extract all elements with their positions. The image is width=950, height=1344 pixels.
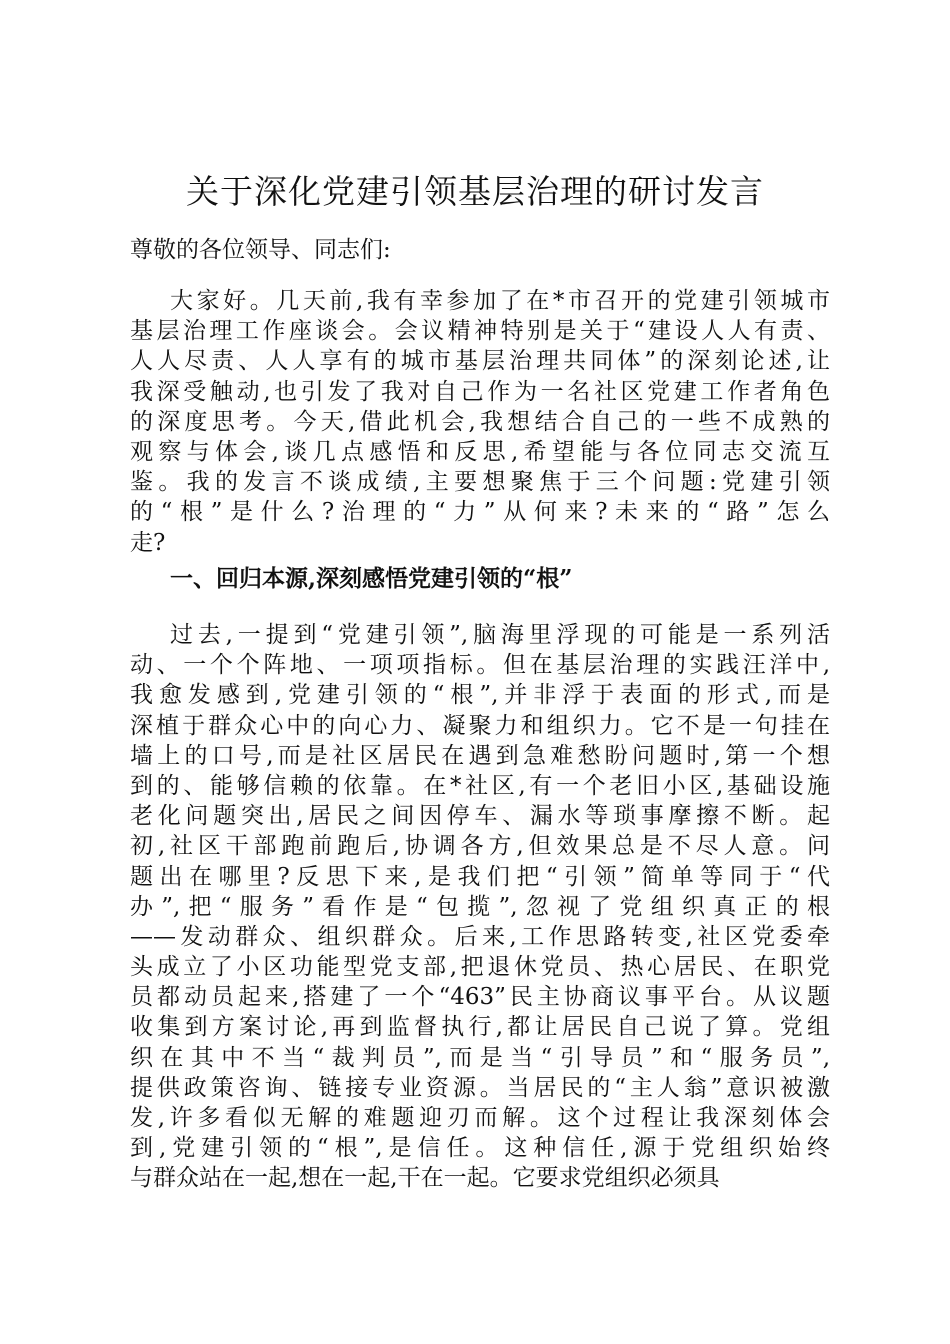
text-line: 动、一个个阵地、一项项指标。但在基层治理的实践汪洋中, <box>130 652 830 679</box>
text-line: 过去,一提到“党建引领”,脑海里浮现的可能是一系列活 <box>170 622 830 648</box>
text-line: 大家好。几天前,我有幸参加了在*市召开的党建引领城市 <box>170 288 830 314</box>
text-line: 到的、能够信赖的依靠。在*社区,有一个老旧小区,基础设施 <box>130 772 830 799</box>
text-line: 的“根”是什么?治理的“力”从何来?未来的“路”怎么 <box>130 499 830 526</box>
text-line: 的深度思考。今天,借此机会,我想结合自己的一些不成熟的 <box>130 408 830 435</box>
section-heading-1: 一、回归本源,深刻感悟党建引领的“根” <box>170 565 573 592</box>
text-line: 与群众站在一起,想在一起,干在一起。它要求党组织必须具 <box>130 1165 720 1192</box>
text-line: 员都动员起来,搭建了一个“463”民主协商议事平台。从议题 <box>130 984 830 1011</box>
text-line: 到,党建引领的“根”,是信任。这种信任,源于党组织始终 <box>130 1135 830 1162</box>
text-line: ——发动群众、组织群众。后来,工作思路转变,社区党委牵 <box>130 923 830 950</box>
text-line: 织在其中不当“裁判员”,而是当“引导员”和“服务员”, <box>130 1044 830 1071</box>
text-line: 我愈发感到,党建引领的“根”,并非浮于表面的形式,而是 <box>130 682 830 709</box>
text-line: 办”,把“服务”看作是“包揽”,忽视了党组织真正的根 <box>130 893 830 920</box>
text-line: 头成立了小区功能型党支部,把退休党员、热心居民、在职党 <box>130 954 830 981</box>
paragraph-section-1 <box>130 620 830 1194</box>
paragraph-intro <box>130 286 830 558</box>
greeting: 尊敬的各位领导、同志们: <box>130 237 391 263</box>
text-line: 收集到方案讨论,再到监督执行,都让居民自己说了算。党组 <box>130 1014 830 1041</box>
text-line: 观察与体会,谈几点感悟和反思,希望能与各位同志交流互 <box>130 438 830 465</box>
text-line: 发,许多看似无解的难题迎刃而解。这个过程让我深刻体会 <box>130 1105 830 1131</box>
text-line: 墙上的口号,而是社区居民在遇到急难愁盼问题时,第一个想 <box>130 742 830 769</box>
text-line: 深植于群众心中的向心力、凝聚力和组织力。它不是一句挂在 <box>130 712 830 739</box>
text-line: 人人尽责、人人享有的城市基层治理共同体”的深刻论述,让 <box>130 348 830 375</box>
text-line: 初,社区干部跑前跑后,协调各方,但效果总是不尽人意。问 <box>130 833 830 860</box>
text-line: 鉴。我的发言不谈成绩,主要想聚焦于三个问题:党建引领 <box>130 469 830 496</box>
text-line: 基层治理工作座谈会。会议精神特别是关于“建设人人有责、 <box>130 318 830 345</box>
text-line: 题出在哪里?反思下来,是我们把“引领”简单等同于“代 <box>130 863 830 890</box>
text-line: 我深受触动,也引发了我对自己作为一名社区党建工作者角色 <box>130 378 830 405</box>
text-line: 老化问题突出,居民之间因停车、漏水等琐事摩擦不断。起 <box>130 803 830 830</box>
text-line: 提供政策咨询、链接专业资源。当居民的“主人翁”意识被激 <box>130 1074 830 1101</box>
document-title: 关于深化党建引领基层治理的研讨发言 <box>186 172 764 211</box>
text-line: 走? <box>130 529 166 556</box>
